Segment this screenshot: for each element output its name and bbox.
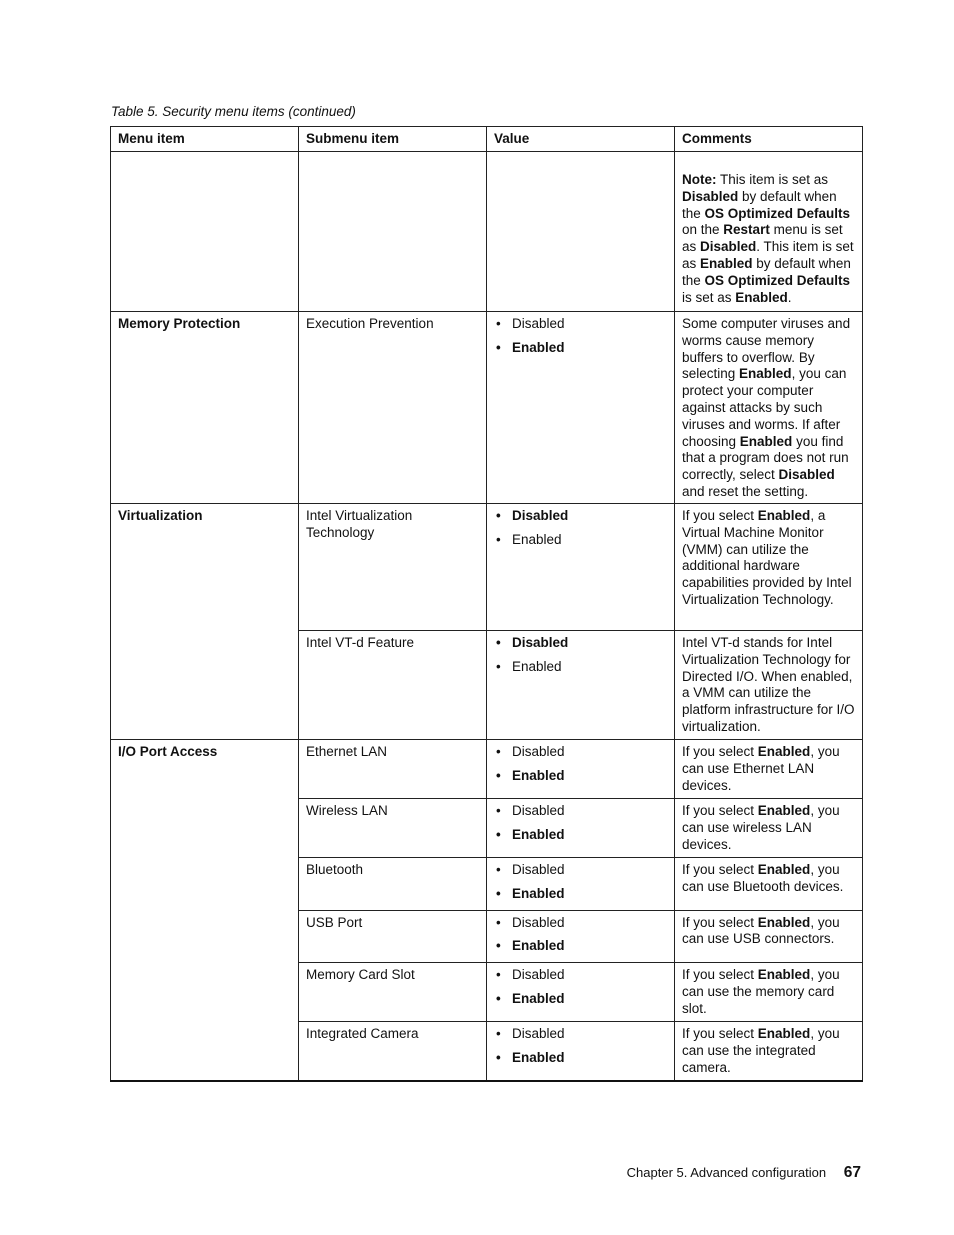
comment-emphasis: Enabled [757, 914, 811, 930]
comment-emphasis: OS Optimized Defaults [704, 272, 851, 288]
comment-text: you find that a program does not run correctly, select [682, 433, 849, 483]
table-row-intel-virtualization [111, 504, 863, 631]
value-list [487, 910, 675, 963]
comment-text: , you can protect your computer against attacks by such viruses and worms. If after choosing [682, 366, 847, 449]
comment-text: , you can use Bluetooth devices. [682, 862, 844, 894]
value-list [487, 312, 675, 504]
comment-ethernet-lan [675, 740, 863, 799]
value-list [487, 1022, 675, 1081]
value-options [494, 915, 667, 956]
comment-emphasis: Disabled [700, 239, 757, 255]
value-list [487, 740, 675, 799]
submenu-cell-empty [299, 152, 487, 312]
comment-text: , a Virtual Machine Monitor (VMM) can utilize the additional hardware capabilities provided by Intel Virtualization Technology. [682, 508, 852, 607]
value-list [487, 963, 675, 1022]
default-value-option: • Enabled [494, 886, 667, 903]
comment-bluetooth [675, 858, 863, 911]
value-option: • Disabled [494, 862, 667, 879]
chapter-title: Chapter 5. Advanced configuration [626, 1165, 827, 1180]
comment-emphasis: Disabled [778, 467, 835, 483]
comment-text: , you can use USB connectors. [682, 914, 840, 947]
page-footer [627, 1164, 861, 1182]
value-option: • Disabled [494, 915, 667, 932]
comment-text: If you select [682, 1026, 758, 1042]
comment-text: , you can use wireless LAN devices. [682, 803, 840, 852]
submenu-intel-virtualization: Intel Virtualization Technology [299, 504, 487, 631]
comment-wireless-lan [675, 799, 863, 858]
value-option: • Disabled [494, 967, 667, 984]
header-comments: Comments [675, 127, 863, 152]
comment-text: by default when the [682, 255, 851, 288]
comment-text: If you select [682, 744, 758, 759]
value-option: • Enabled [494, 659, 667, 676]
default-value-option: • Disabled [494, 508, 667, 525]
header-submenu-item: Submenu item [299, 127, 487, 152]
value-option: • Disabled [494, 1026, 667, 1043]
table-row-note [111, 152, 863, 312]
value-list [487, 504, 675, 631]
value-list [487, 631, 675, 740]
comment-usb-port [675, 910, 863, 963]
default-value-option: • Enabled [494, 938, 667, 955]
comment-intel-vtd [675, 631, 863, 740]
table-caption: Table 5. Security menu items (continued) [111, 104, 356, 119]
value-options [494, 803, 667, 844]
comment-text: Some computer viruses and worms cause memory buffers to overflow. By selecting [682, 316, 851, 382]
comment-emphasis: Enabled [757, 803, 811, 818]
value-options [494, 862, 667, 903]
comment-text: by default when the [682, 188, 837, 221]
value-cell-empty [487, 152, 675, 312]
default-value-option: • Enabled [494, 991, 667, 1008]
comment-emphasis: Enabled [757, 862, 811, 877]
default-value-option: • Enabled [494, 1050, 667, 1067]
comment-text: . [787, 289, 792, 305]
comment-text: If you select [682, 508, 758, 523]
comment-memory-card-slot [675, 963, 863, 1022]
table-header-row [111, 127, 863, 152]
comment-emphasis: Enabled [739, 366, 792, 382]
table-row-memory-protection [111, 312, 863, 504]
comment-text: If you select [682, 914, 758, 930]
header-value: Value [487, 127, 675, 152]
value-options [494, 744, 667, 785]
comment-text: and reset the setting. [682, 483, 809, 499]
comment-emphasis: Enabled [700, 255, 753, 271]
comment-emphasis: Enabled [739, 433, 793, 449]
submenu-execution-prevention: Execution Prevention [299, 312, 487, 504]
value-options [494, 316, 667, 357]
comment-execution-prevention [675, 312, 863, 504]
comment-intel-virtualization [675, 504, 863, 631]
comment-emphasis: Restart [723, 222, 770, 238]
submenu-wireless-lan: Wireless LAN [299, 799, 487, 858]
comment-emphasis: Enabled [735, 289, 788, 305]
submenu-integrated-camera: Integrated Camera [299, 1022, 487, 1081]
comment-emphasis: Disabled [682, 188, 739, 204]
comment-emphasis: Enabled [757, 744, 811, 759]
menu-item-io-port-access: I/O Port Access [111, 740, 299, 1081]
submenu-intel-vtd: Intel VT-d Feature [299, 631, 487, 740]
value-option: • Disabled [494, 316, 667, 333]
submenu-bluetooth: Bluetooth [299, 858, 487, 911]
value-option: • Enabled [494, 532, 667, 549]
value-option: • Disabled [494, 744, 667, 761]
comment-emphasis: Enabled [757, 967, 811, 983]
comment-emphasis: OS Optimized Defaults [704, 205, 851, 221]
menu-cell-empty [111, 152, 299, 312]
value-options [494, 1026, 667, 1067]
comment-text: . This item is set as [682, 239, 854, 271]
value-list [487, 858, 675, 911]
submenu-memory-card-slot: Memory Card Slot [299, 963, 487, 1022]
comment-text: , you can use the integrated camera. [682, 1026, 840, 1075]
comment-emphasis: Enabled [757, 508, 811, 523]
default-value-option: • Enabled [494, 827, 667, 844]
value-options [494, 508, 667, 549]
page-number: 67 [843, 1164, 861, 1181]
comment-integrated-camera [675, 1022, 863, 1081]
menu-item-memory-protection: Memory Protection [111, 312, 299, 504]
comment-text: This item is set as [716, 172, 829, 187]
submenu-ethernet-lan: Ethernet LAN [299, 740, 487, 799]
default-value-option: • Disabled [494, 635, 667, 652]
comment-text: If you select [682, 862, 758, 877]
comment-text: , you can use the memory card slot. [682, 967, 840, 1016]
value-options [494, 967, 667, 1008]
comment-text: , you can use Ethernet LAN devices. [682, 744, 840, 793]
comment-text: is set as [682, 289, 736, 305]
submenu-usb-port: USB Port [299, 910, 487, 963]
value-list [487, 799, 675, 858]
comment-text: menu is set as [682, 222, 843, 255]
comment-emphasis: Enabled [757, 1026, 811, 1042]
table-row-ethernet-lan [111, 740, 863, 799]
comment-text: Intel VT-d stands for Intel Virtualization Technology for Directed I/O. When enabled, a VMM can utilize the platform infrastructure for I/O virtualization. [682, 635, 855, 734]
header-menu-item: Menu item [111, 127, 299, 152]
comment-emphasis: Note: [682, 172, 717, 187]
value-option: • Disabled [494, 803, 667, 820]
comment-text: on the [682, 222, 724, 238]
default-value-option: • Enabled [494, 768, 667, 785]
note-comment [675, 152, 863, 312]
value-options [494, 635, 667, 676]
default-value-option: • Enabled [494, 340, 667, 357]
comment-text: If you select [682, 803, 758, 818]
menu-item-virtualization: Virtualization [111, 504, 299, 740]
security-menu-table [110, 126, 863, 1082]
comment-text: If you select [682, 967, 758, 983]
